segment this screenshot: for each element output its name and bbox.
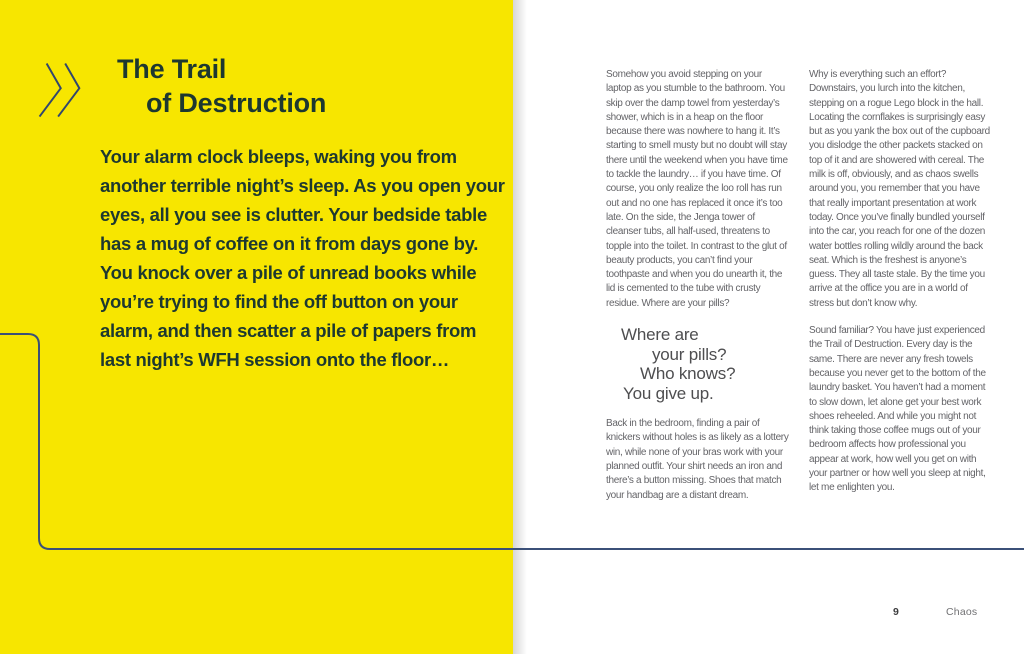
pull-quote-line: your pills? [652, 344, 727, 364]
right-page [513, 0, 1024, 654]
pull-quote-line: You give up. [623, 383, 714, 403]
page-number: 9 [893, 606, 899, 618]
body-paragraph: Why is everything such an effort? Downstairs, you lurch into the kitchen, stepping on a rogue Lego block in the hall. Locating the cornflakes is surprisingly easy but as you yank the box out of the cupboard you dislodge the other packets stacked on top of it and are showered with cereal. The milk is off, obviously, and as chaos swells around you, you remember that you have that really important presentation at work today. Once you’ve finally bundled yourself into the car, you reach for one of the dozen water bottles rolling wildly around the back seat. Which is the freshest is anyone’s guess. They all taste stale. By the time you arrive at the office you are in a world of stress but don’t know why. [809, 69, 990, 309]
body-paragraph: Somehow you avoid stepping on your laptop as you stumble to the bathroom. You skip over the damp towel from yesterday’s shower, which is in a heap on the floor because there was nowhere to hang it. It’s starting to smell musty but no doubt will stay there until the weekend when you have time to tackle the laundry… if you have time. Of course, you only realize the loo roll has run out and no one has replaced it once it’s too late. On the side, the Jenga tower of cleanser tubs, all half-used, threatens to topple into the toilet. In contrast to the glut of beauty products, you can’t find your toothpaste and when you do unearth it, the lid is cemented to the tube with crusty residue. Where are your pills? [606, 69, 788, 309]
chapter-title-line1: The Trail [117, 54, 227, 84]
running-footer-chapter: Chaos [946, 606, 978, 618]
body-paragraph: Sound familiar? You have just experienced the Trail of Destruction. Every day is the same. There are never any fresh towels because you never get to the bottom of the laundry basket. You haven’t had a moment to slow down, let alone get your best work shoes reheeled. And while you might not think taking those coffee mugs out of your bedroom affects how professional you appear at work, how well you get on with your partner or how well you sleep at night, let me enlighten you. [809, 325, 986, 494]
double-chevron-icon [36, 58, 82, 122]
pull-quote-line: Who knows? [640, 364, 736, 384]
pull-quote-line: Where are [621, 325, 699, 345]
page-footer [513, 606, 1024, 622]
text-column-2 [809, 68, 992, 496]
chapter-title-line2: of Destruction [146, 88, 327, 118]
pull-quote [606, 325, 789, 403]
chapter-title [117, 52, 326, 120]
body-paragraph: Back in the bedroom, finding a pair of knickers without holes is as likely as a lottery win, while none of your bras work with your planned outfit. Your shirt needs an iron and there’s a button missing. Shoes that match your handbag are a distant dream. [606, 418, 789, 501]
text-column-1 [606, 68, 789, 503]
chapter-intro-paragraph: Your alarm clock bleeps, waking you from another terrible night’s sleep. As you open your eyes, all you see is clutter. Your bedside table has a mug of coffee on it from days gone by. You knock over a pile of unread books while you’re trying to find the off button on your alarm, and then scatter a pile of papers from last night’s WFH session onto the floor… [100, 146, 505, 370]
